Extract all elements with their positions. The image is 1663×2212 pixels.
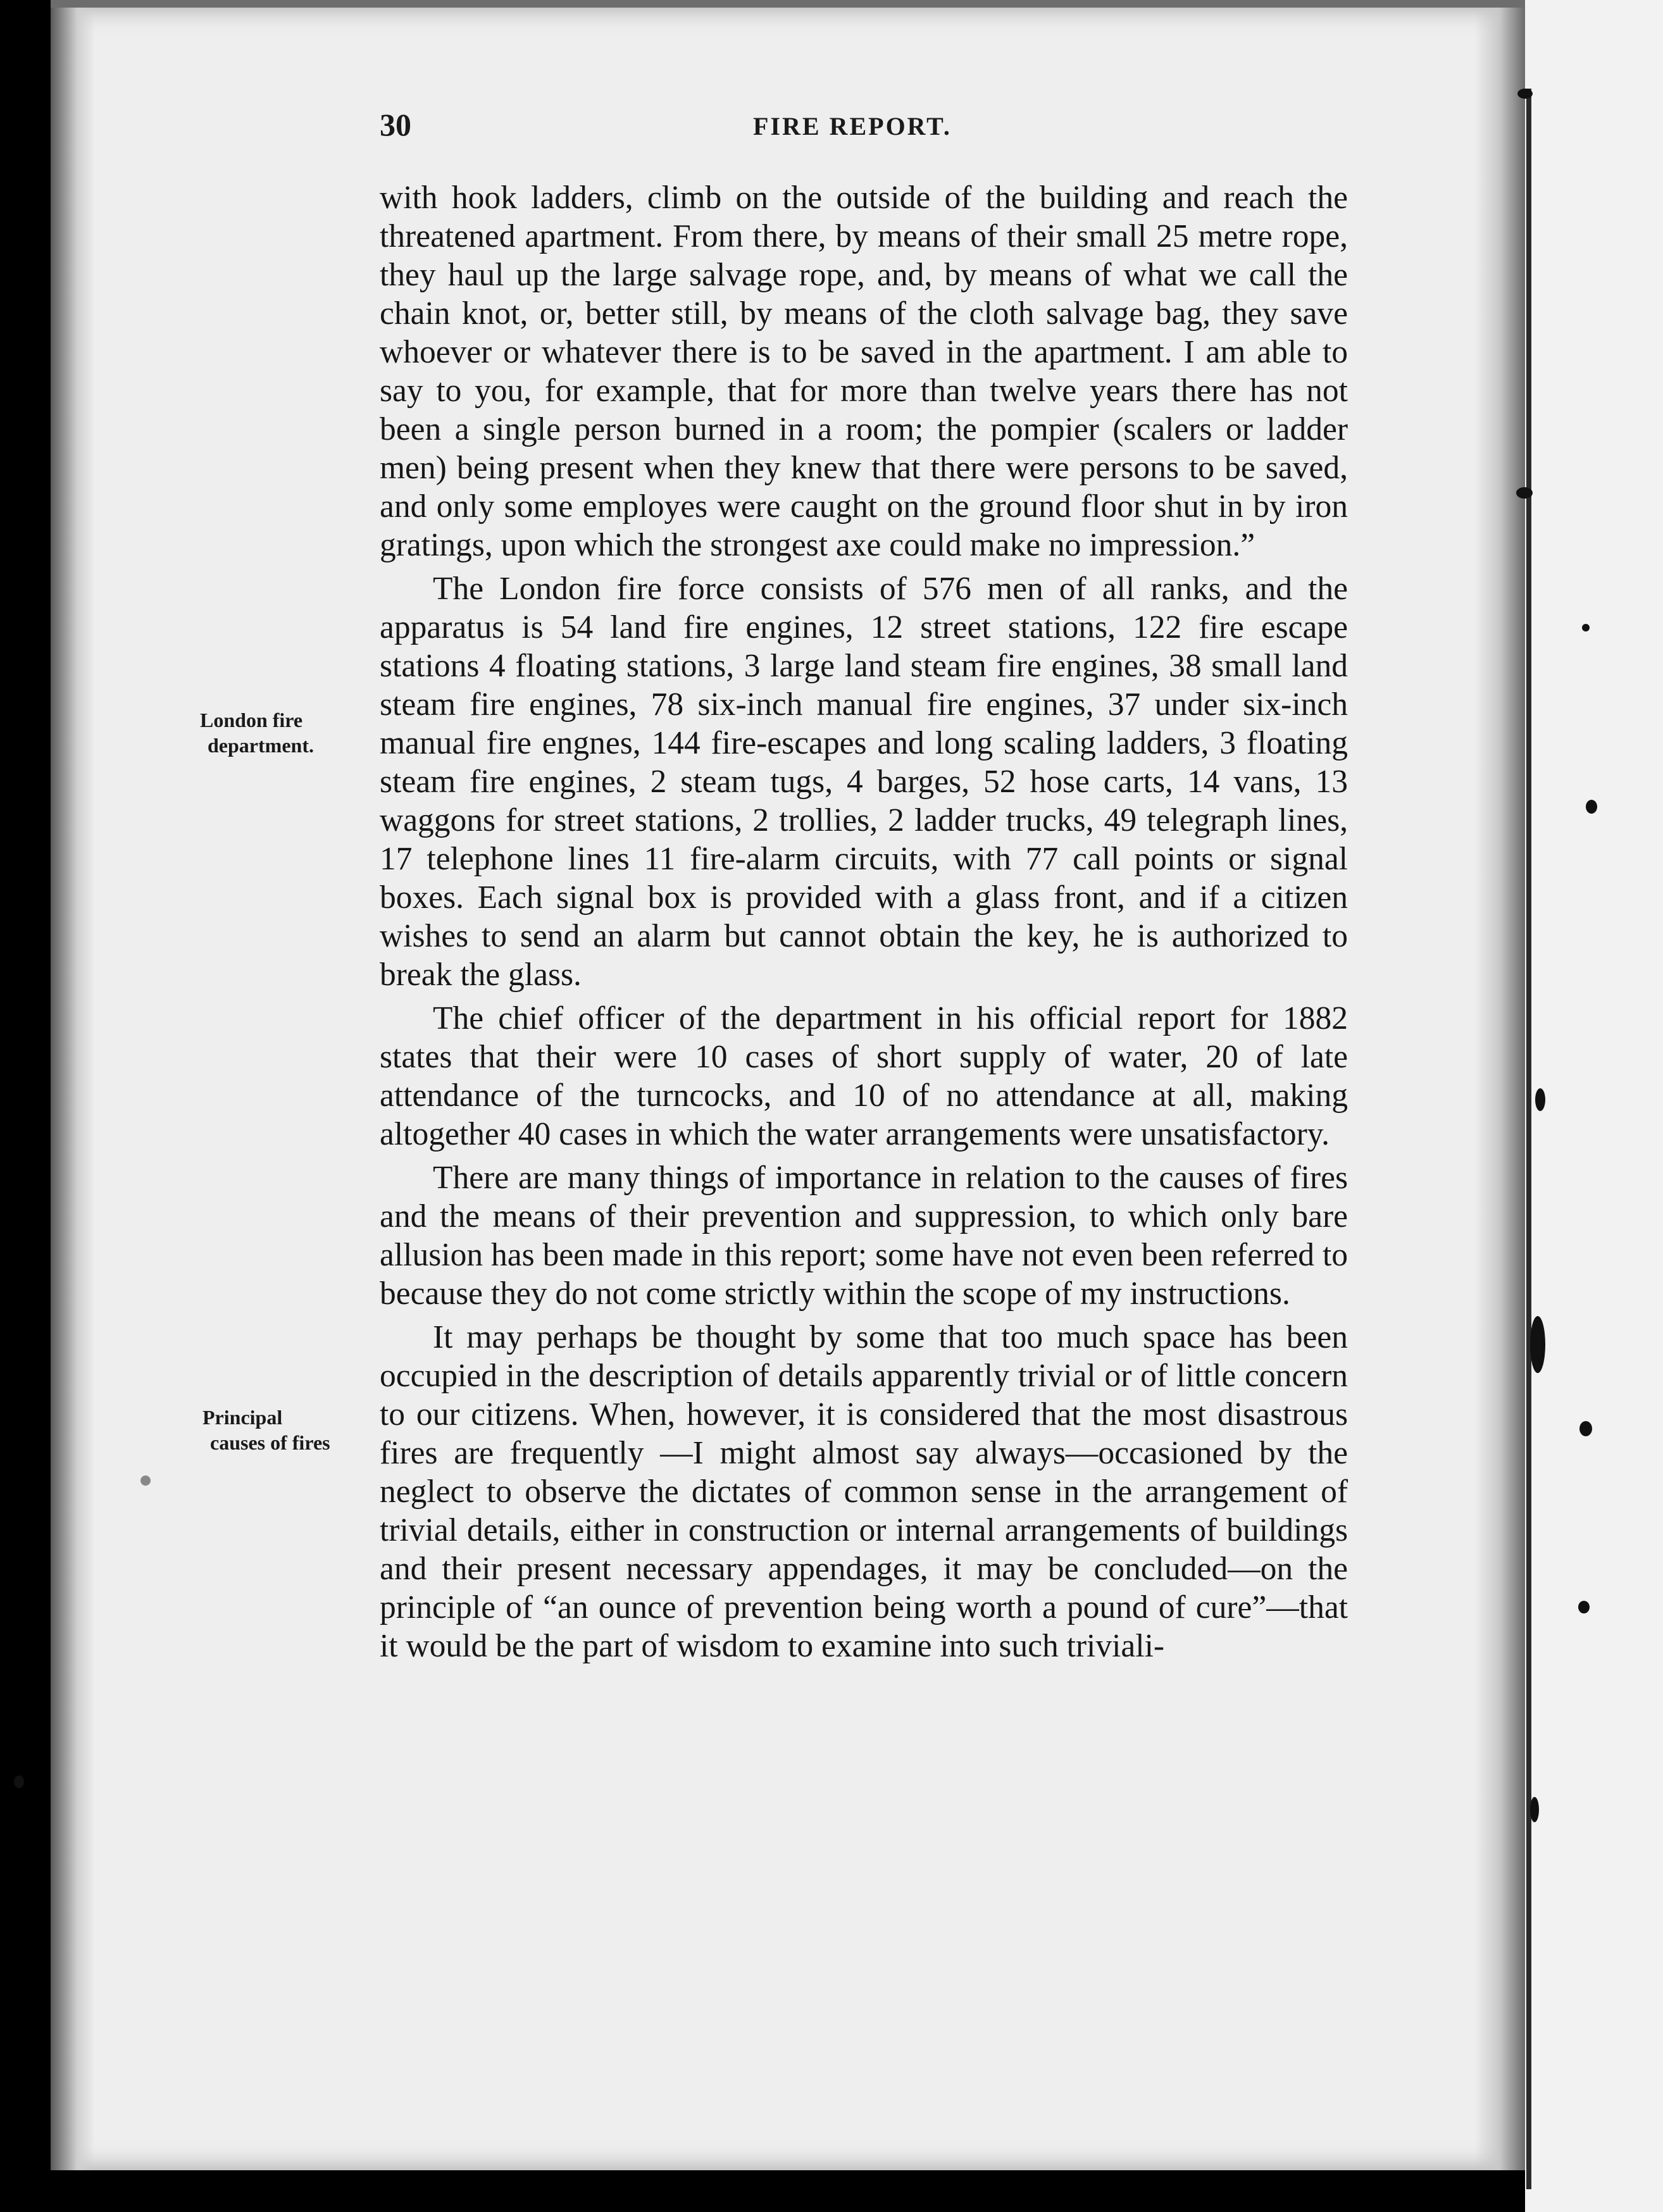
adjacent-page-edge [1525,0,1663,2212]
sidenote-line: causes of fires [210,1431,330,1454]
page-right-shadow [1474,6,1525,2170]
paragraph-trivial-details: It may perhaps be thought by some that too much space has been occupied in the description of details apparently trivial or of little concern to our citizens. When, however, it is considered that the most disastrous fires are frequently —I might almost say always—occasioned by the neglect to observe the dictates of common sense in the arrangement of trivial details, either in construction or internal arrangements of buildings and their present necessary appendages, it may be concluded—on the principle of “an ounce of prevention being worth a pound of cure”—that it would be the part of wisdom to examine into such triviali- [380,1319,1348,1664]
sidenote-line: London fire [200,709,303,731]
binding-gutter-line [1526,89,1531,2189]
paragraph-chief-officer-report: The chief officer of the department in his official report for 1882 states that their were 10 cases of short supply of water, 20 of late attendance of the turncocks, and 10 of no attendance at all, making altogether 40 cases in which the water arrangements were unsatisfactory. [380,1000,1348,1152]
page-header [380,106,1367,157]
top-edge [51,0,1525,8]
paragraph-continuation: with hook ladders, climb on the outside of the building and reach the threatened apartment. From there, by means of their small 25 metre rope, they haul up the large salvage rope, and, by means of what we call the chain knot, or, better still, by means of the cloth salvage bag, they save whoever or whatever there is to be saved in the apartment. I am able to say to you, for example, that for more than twelve years there has not been a single person burned in a room; the pompier (scalers or ladder men) being present when they knew that there were persons to be saved, and only some employes were caught on the ground floor shut in by iron gratings, upon which the strongest axe could make no impression.” [380,180,1348,563]
page-left-shadow [51,6,95,2170]
paragraph-causes-of-fires: There are many things of importance in relation to the causes of fires and the means of their prevention and suppression, to which only bare allusion has been made in this report; some have not even been referred to because they do not come strictly within the scope of my instructions. [380,1160,1348,1312]
body-text [380,178,1348,1670]
sidenote-line: department. [208,734,314,757]
sidenote-line: Principal [202,1406,283,1429]
page-number: 30 [380,107,411,142]
running-head: FIRE REPORT. [753,112,952,140]
paragraph-london-fire-force: The London fire force consists of 576 men of all ranks, and the apparatus is 54 land fire engines, 12 street stations, 122 fire escape stations 4 floating stations, 3 large land steam fire engines, 38 small land steam fire engines, 78 six-inch manual fire engines, 37 under six-inch manual fire engnes, 144 fire-escapes and long scaling ladders, 3 floating steam fire engines, 2 steam tugs, 4 barges, 52 hose carts, 14 vans, 13 waggons for street stations, 2 trollies, 2 ladder trucks, 49 telegraph lines, 17 telephone lines 11 fire-alarm circuits, with 77 call points or signal boxes. Each signal box is provided with a glass front, and if a citizen wishes to send an alarm but cannot obtain the key, he is authorized to break the glass. [380,571,1348,993]
